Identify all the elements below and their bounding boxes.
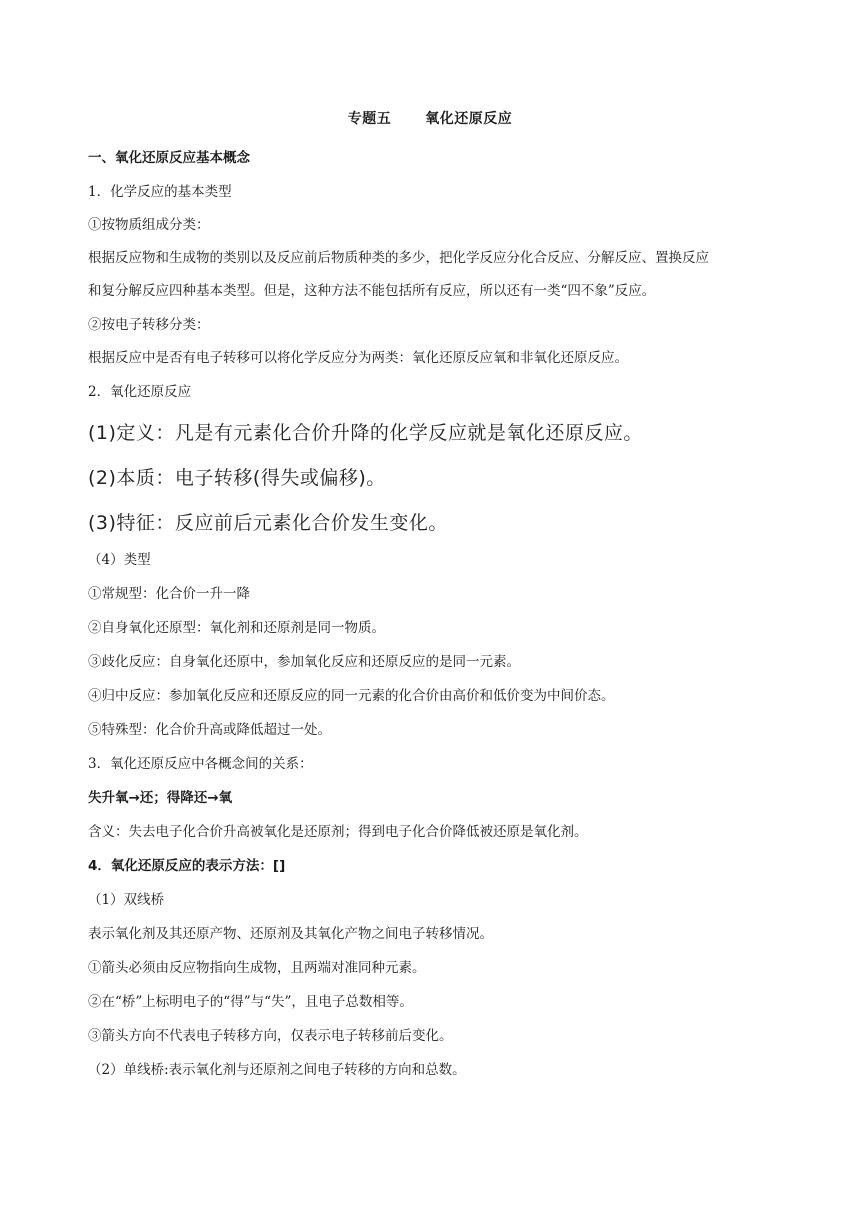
paragraph-line: 表示氧化剂及其还原产物、还原剂及其氧化产物之间电子转移情况。 xyxy=(88,926,493,942)
paragraph-line: 和复分解反应四种基本类型。但是，这种方法不能包括所有反应，所以还有一类“四不象”反应。 xyxy=(88,283,656,299)
subheading-double-line-bridge: （1）双线桥 xyxy=(88,892,165,908)
classification-by-electron-transfer: ②按电子转移分类： xyxy=(88,317,210,333)
list-item: ②在“桥”上标明电子的“得”与“失”，且电子总数相等。 xyxy=(88,994,413,1010)
subheading-types: （4）类型 xyxy=(88,552,151,568)
feature-image-line: (3)特征：反应前后元素化合价发生变化。 xyxy=(88,512,448,534)
mnemonic: 失升氧→还；得降还→氧 xyxy=(88,790,233,806)
list-item: ③箭头方向不代表电子转移方向，仅表示电子转移前后变化。 xyxy=(88,1028,453,1044)
title-topic-name: 氧化还原反应 xyxy=(425,111,513,127)
paragraph-line: 根据反应物和生成物的类别以及反应前后物质种类的多少，把化学反应分化合反应、分解反应、置换反应 xyxy=(88,250,709,266)
subheading-reaction-types: 1．化学反应的基本类型 xyxy=(88,184,232,200)
subheading-redox: 2．氧化还原反应 xyxy=(88,384,192,400)
title-topic-number: 专题五 xyxy=(347,111,392,127)
mnemonic-meaning: 含义：失去电子化合价升高被氧化是还原剂；得到电子化合价降低被还原是氧化剂。 xyxy=(88,824,588,840)
subheading-concept-relations: 3．氧化还原反应中各概念间的关系： xyxy=(88,756,313,772)
subheading-single-line-bridge: （2）单线桥:表示氧化剂与还原剂之间电子转移的方向和总数。 xyxy=(88,1062,466,1078)
list-item: ①箭头必须由反应物指向生成物，且两端对准同种元素。 xyxy=(88,960,426,976)
page-title xyxy=(0,108,860,128)
list-item: ⑤特殊型：化合价升高或降低超过一处。 xyxy=(88,722,331,738)
subheading-representation: 4．氧化还原反应的表示方法：[] xyxy=(88,858,286,874)
section-heading-1: 一、氧化还原反应基本概念 xyxy=(88,150,250,166)
classification-by-composition: ①按物质组成分类： xyxy=(88,217,210,233)
list-item: ①常规型：化合价一升一降 xyxy=(88,586,250,602)
essence-image-line: (2)本质：电子转移(得失或偏移)。 xyxy=(88,467,386,489)
list-item: ③歧化反应：自身氧化还原中，参加氧化反应和还原反应的是同一元素。 xyxy=(88,654,520,670)
paragraph-line: 根据反应中是否有电子转移可以将化学反应分为两类：氧化还原反应氧和非氧化还原反应。 xyxy=(88,350,628,366)
list-item: ④归中反应：参加氧化反应和还原反应的同一元素的化合价由高价和低价变为中间价态。 xyxy=(88,688,615,704)
list-item: ②自身氧化还原型：氧化剂和还原剂是同一物质。 xyxy=(88,620,385,636)
definition-image-line: (1)定义：凡是有元素化合价升降的化学反应就是氧化还原反应。 xyxy=(88,422,643,444)
